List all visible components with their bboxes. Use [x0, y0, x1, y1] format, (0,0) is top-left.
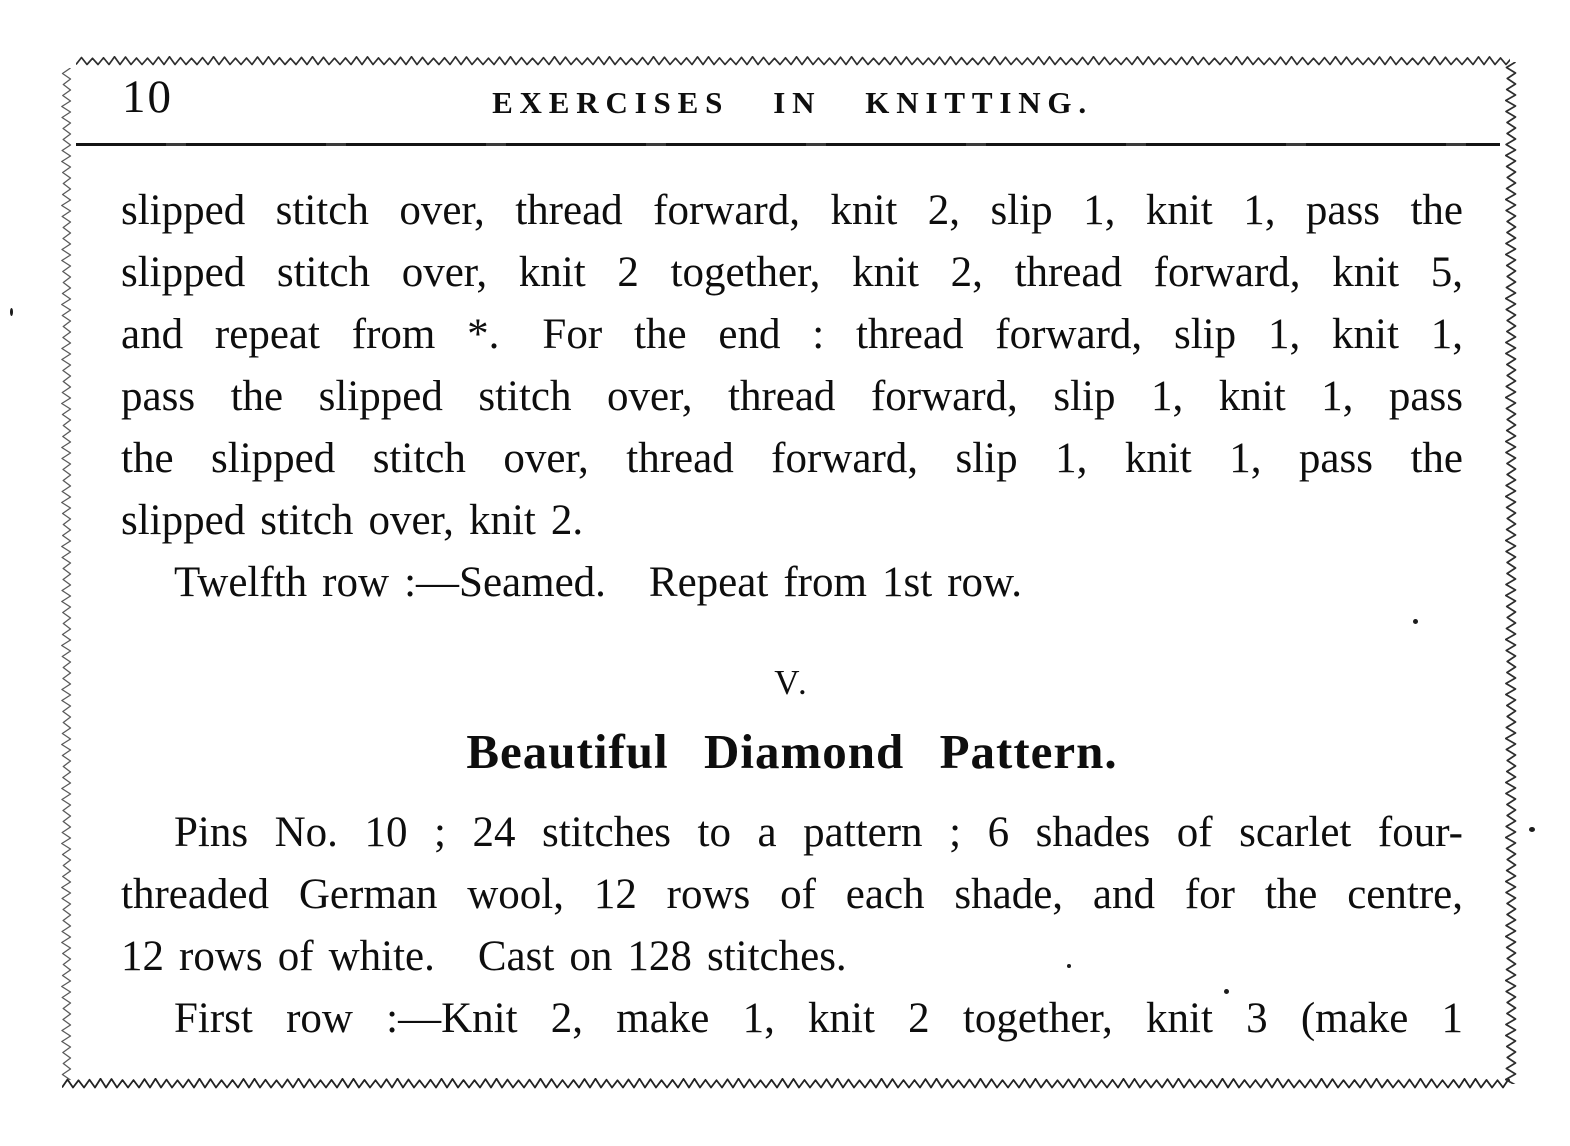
- section-numeral: V.: [774, 663, 810, 702]
- pattern-intro-paragraph: [121, 802, 1463, 1050]
- continuation-paragraph: [121, 180, 1463, 614]
- first-row-line: First row :—Knit 2, make 1, knit 2 together, knit 3 (make 1: [174, 995, 1463, 1042]
- border-top-zigzag: [76, 56, 1510, 66]
- scan-speck: [10, 308, 13, 316]
- scan-speck: [1067, 964, 1071, 968]
- page-number: 10: [122, 71, 173, 123]
- scan-speck: [1224, 989, 1229, 994]
- text-line: Pins No. 10 ; 24 stitches to a pattern ; 6 shades of scarlet four-: [174, 809, 1463, 856]
- text-line: the slipped stitch over, thread forward, slip 1, knit 1, pass the: [121, 435, 1463, 482]
- border-left-zigzag: [61, 68, 72, 1080]
- text-line: slipped stitch over, thread forward, knit 2, slip 1, knit 1, pass the: [121, 187, 1463, 234]
- scan-speck: [1529, 827, 1535, 832]
- border-right-zigzag: [1505, 62, 1517, 1084]
- text-line: slipped stitch over, knit 2 together, knit 2, thread forward, knit 5,: [121, 249, 1463, 296]
- header-rule: [76, 143, 1500, 146]
- running-header: EXERCISES IN KNITTING.: [492, 85, 1093, 120]
- scan-speck: [1413, 619, 1418, 624]
- text-line: and repeat from *. For the end : thread forward, slip 1, knit 1,: [121, 311, 1463, 358]
- border-bottom-zigzag: [62, 1078, 1510, 1089]
- text-line: pass the slipped stitch over, thread forward, slip 1, knit 1, pass: [121, 373, 1463, 420]
- text-line: slipped stitch over, knit 2.: [121, 497, 584, 544]
- text-line: threaded German wool, 12 rows of each shade, and for the centre,: [121, 871, 1463, 918]
- twelfth-row-line: Twelfth row :—Seamed. Repeat from 1st row.: [174, 559, 1023, 606]
- section-title: Beautiful Diamond Pattern.: [466, 724, 1118, 779]
- text-line: 12 rows of white. Cast on 128 stitches.: [121, 933, 847, 980]
